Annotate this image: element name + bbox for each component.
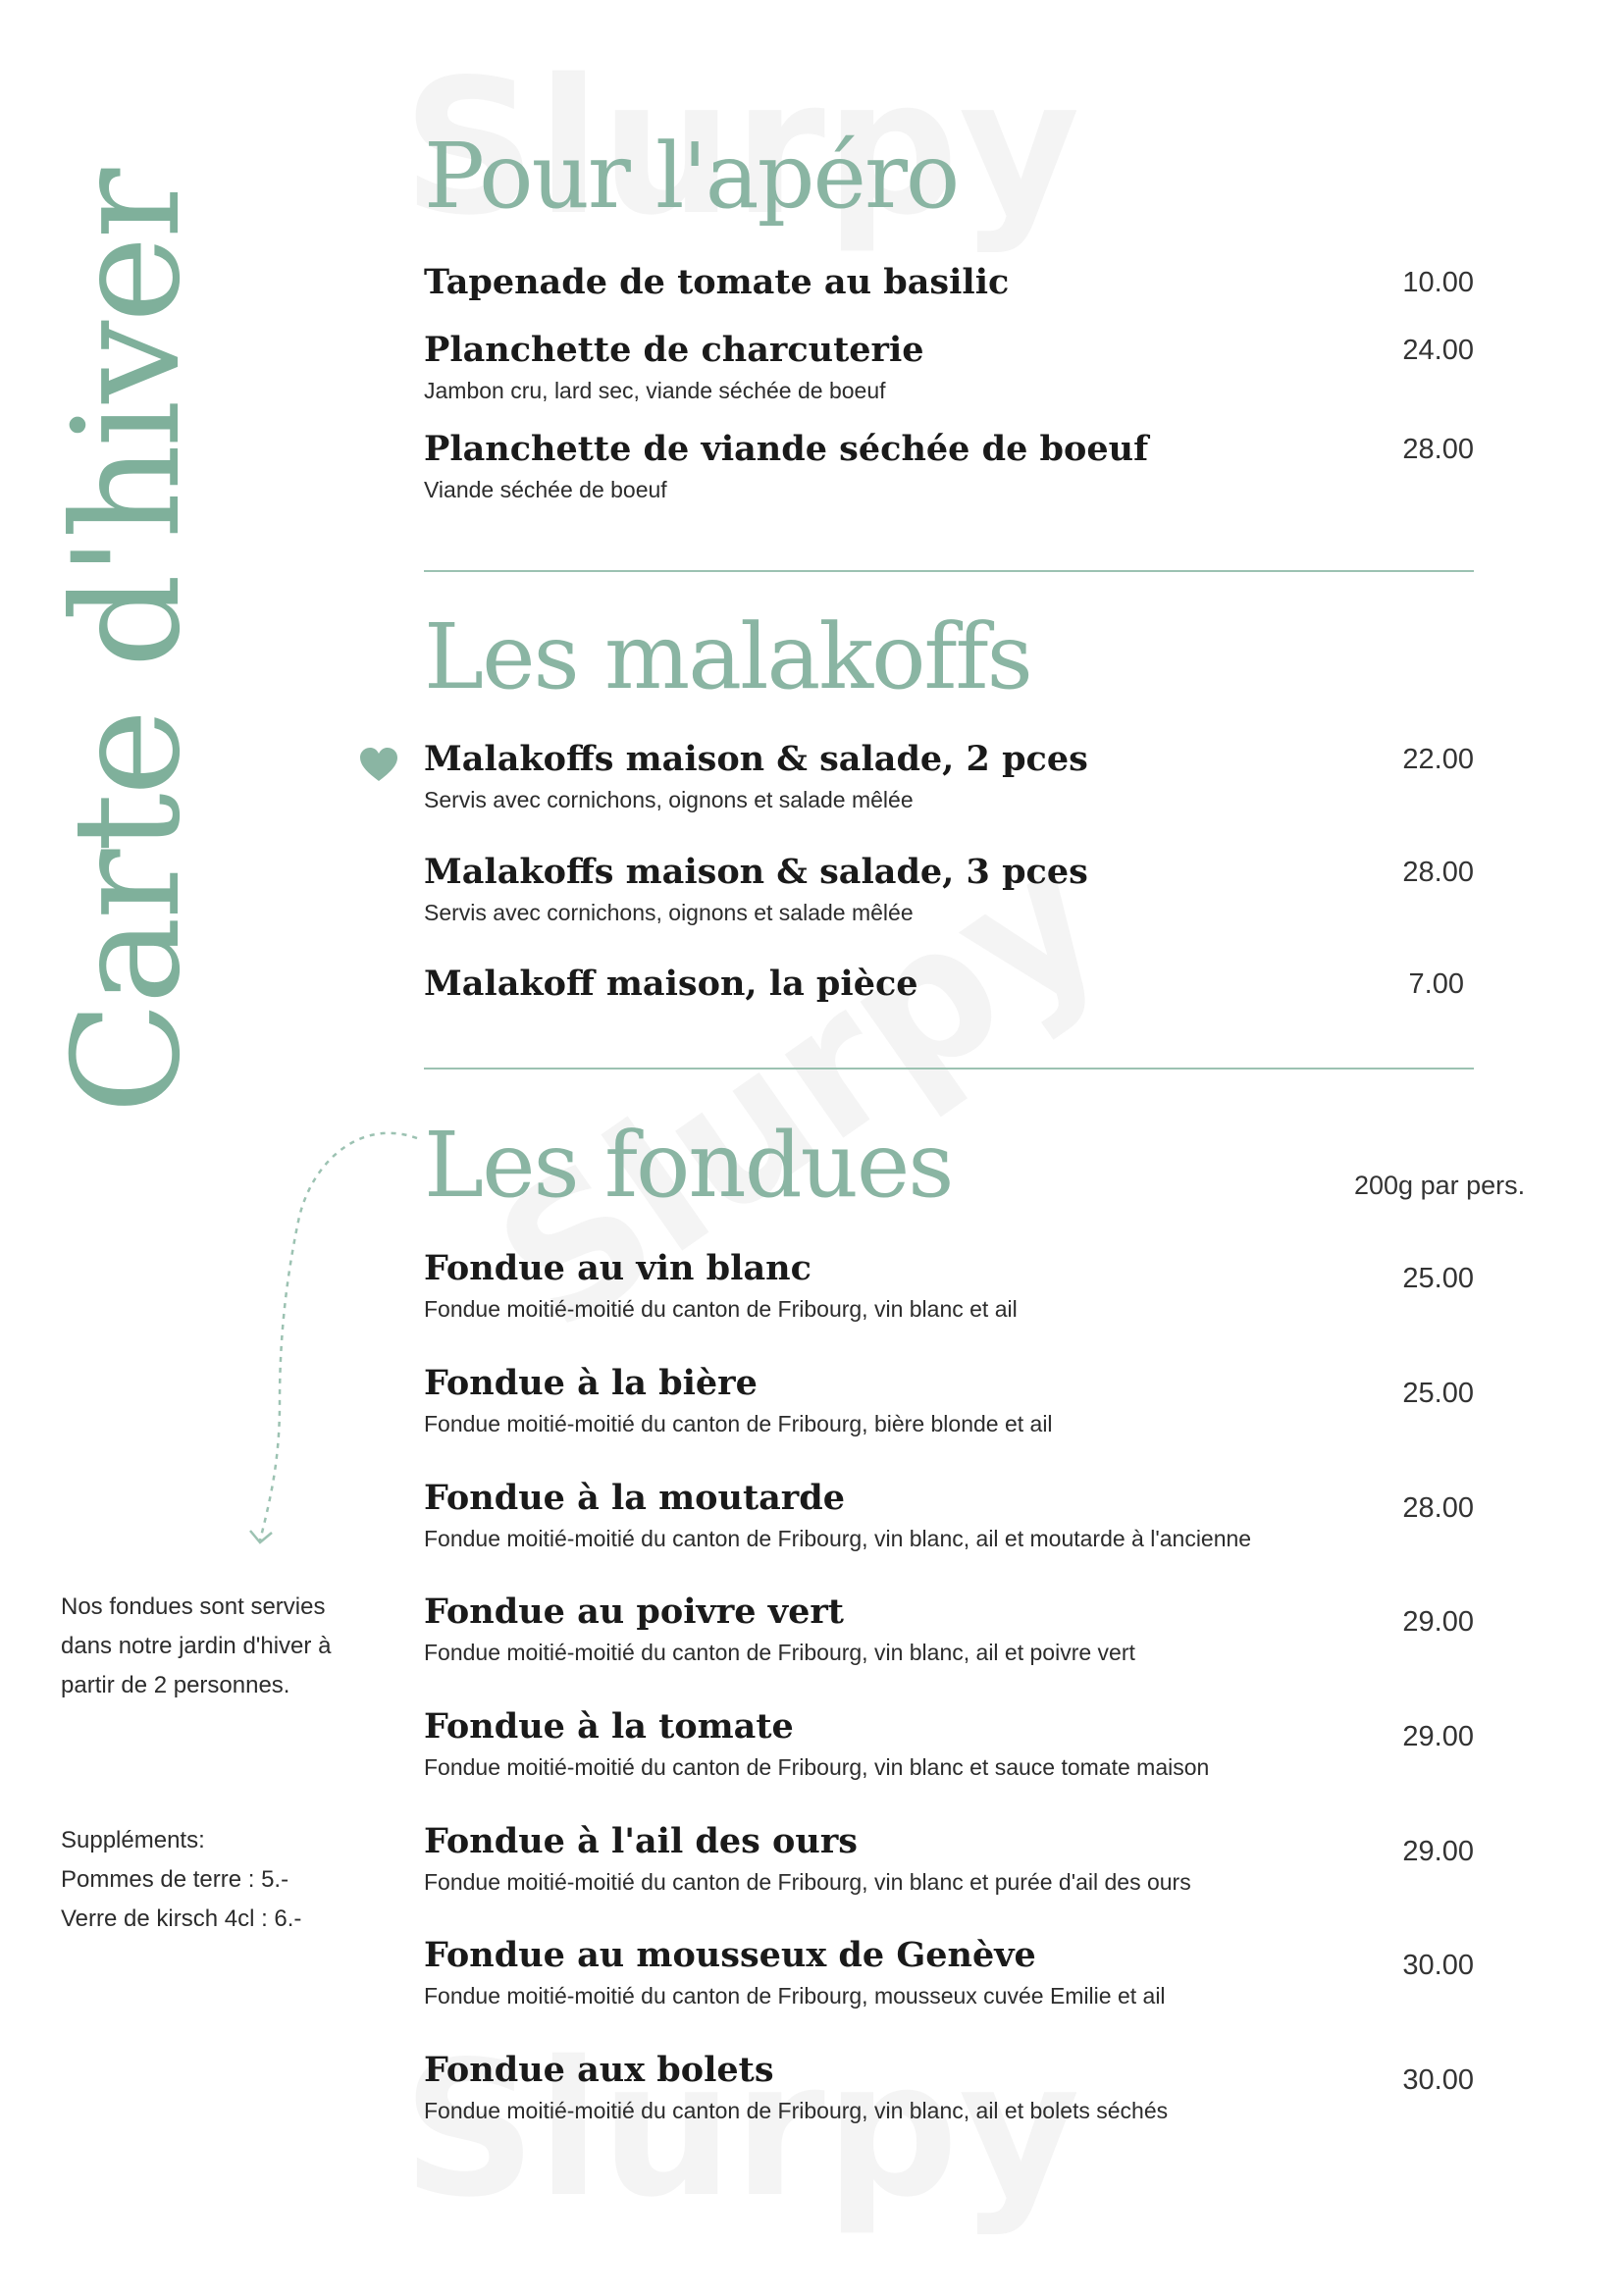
item-price: 28.00 xyxy=(1402,434,1474,465)
item-price: 25.00 xyxy=(1402,1263,1474,1294)
fondue-service-note xyxy=(61,1588,355,1705)
item-name: Malakoffs maison & salade, 2 pces xyxy=(424,739,1088,779)
item-name: Tapenade de tomate au basilic xyxy=(424,262,1010,302)
item-name: Fondue à la bière xyxy=(424,1363,758,1403)
item-description: Fondue moitié-moitié du canton de Fribourg, bière blonde et ail xyxy=(424,1411,1053,1436)
note-line: dans notre jardin d'hiver à xyxy=(61,1633,332,1659)
menu-item xyxy=(424,329,1474,405)
menu-item xyxy=(424,1820,1474,1897)
item-price: 24.00 xyxy=(1402,335,1474,366)
menu-item xyxy=(424,1362,1474,1438)
note-line: Pommes de terre : 5.- xyxy=(61,1866,289,1893)
section-divider xyxy=(424,1068,1474,1070)
section-title-apero: Pour l'apéro xyxy=(424,124,959,229)
item-price: 29.00 xyxy=(1402,1836,1474,1867)
item-price: 22.00 xyxy=(1402,744,1474,775)
portion-note: 200g par pers. xyxy=(1354,1171,1526,1200)
menu-item xyxy=(424,738,1474,814)
menu-item xyxy=(424,1247,1474,1324)
note-line: Verre de kirsch 4cl : 6.- xyxy=(61,1905,302,1932)
item-price: 29.00 xyxy=(1402,1606,1474,1638)
item-name: Fondue aux bolets xyxy=(424,2050,774,2090)
item-name: Malakoff maison, la pièce xyxy=(424,964,918,1004)
item-description: Fondue moitié-moitié du canton de Fribourg, vin blanc, ail et bolets séchés xyxy=(424,2098,1169,2123)
menu-item xyxy=(424,1705,1474,1782)
item-description: Servis avec cornichons, oignons et salade mêlée xyxy=(424,787,914,812)
item-description: Fondue moitié-moitié du canton de Fribourg, vin blanc et sauce tomate maison xyxy=(424,1754,1210,1780)
section-title-fondues: Les fondues xyxy=(424,1113,953,1218)
item-name: Planchette de viande séchée de boeuf xyxy=(424,429,1149,469)
item-name: Malakoffs maison & salade, 3 pces xyxy=(424,852,1088,892)
item-description: Fondue moitié-moitié du canton de Fribourg, mousseux cuvée Emilie et ail xyxy=(424,1983,1166,2009)
item-description: Fondue moitié-moitié du canton de Fribourg, vin blanc et purée d'ail des ours xyxy=(424,1869,1191,1895)
item-description: Fondue moitié-moitié du canton de Fribourg, vin blanc, ail et poivre vert xyxy=(424,1640,1135,1665)
menu-item xyxy=(424,1591,1474,1667)
vertical-menu-title: Carte d'hiver xyxy=(42,171,213,1115)
menu-item xyxy=(424,1477,1474,1553)
note-line: Suppléments: xyxy=(61,1827,205,1853)
menu-item xyxy=(424,2049,1474,2125)
supplements-note xyxy=(61,1821,355,1939)
item-price: 10.00 xyxy=(1402,267,1474,298)
item-price: 7.00 xyxy=(1408,968,1464,1000)
menu-item xyxy=(424,851,1474,927)
item-name: Fondue au poivre vert xyxy=(424,1592,844,1632)
note-line: Nos fondues sont servies xyxy=(61,1593,326,1620)
menu-item xyxy=(424,1934,1474,2010)
item-price: 28.00 xyxy=(1402,857,1474,888)
item-name: Fondue à la moutarde xyxy=(424,1478,845,1518)
item-description: Servis avec cornichons, oignons et salade mêlée xyxy=(424,900,914,925)
item-name: Fondue au vin blanc xyxy=(424,1248,812,1288)
item-name: Fondue au mousseux de Genève xyxy=(424,1935,1036,1975)
dotted-arrow-icon xyxy=(226,1119,432,1560)
item-description: Fondue moitié-moitié du canton de Fribourg, vin blanc et ail xyxy=(424,1296,1018,1322)
item-name: Fondue à la tomate xyxy=(424,1706,794,1747)
item-price: 25.00 xyxy=(1402,1378,1474,1409)
menu-item xyxy=(424,261,1474,304)
item-name: Planchette de charcuterie xyxy=(424,330,924,370)
item-price: 28.00 xyxy=(1402,1492,1474,1524)
item-description: Jambon cru, lard sec, viande séchée de boeuf xyxy=(424,378,886,403)
item-price: 29.00 xyxy=(1402,1721,1474,1752)
menu-item xyxy=(424,963,1474,1006)
item-description: Fondue moitié-moitié du canton de Fribourg, vin blanc, ail et moutarde à l'ancienne xyxy=(424,1526,1252,1551)
item-price: 30.00 xyxy=(1402,2064,1474,2096)
item-price: 30.00 xyxy=(1402,1950,1474,1981)
item-name: Fondue à l'ail des ours xyxy=(424,1821,858,1861)
menu-item xyxy=(424,428,1474,504)
section-divider xyxy=(424,570,1474,572)
item-description: Viande séchée de boeuf xyxy=(424,477,667,502)
heart-icon xyxy=(359,748,398,783)
section-title-malakoffs: Les malakoffs xyxy=(424,604,1031,709)
note-line: partir de 2 personnes. xyxy=(61,1672,290,1698)
